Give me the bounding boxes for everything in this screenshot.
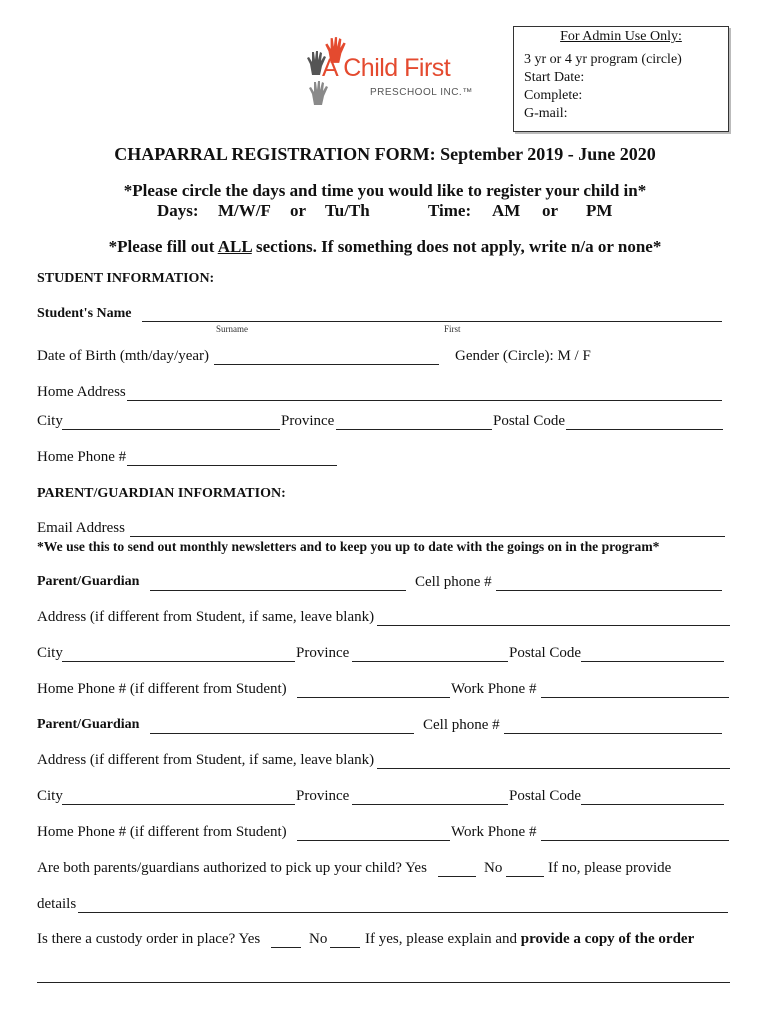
pickup-no-line bbox=[506, 876, 544, 877]
guardian1-postal-line bbox=[581, 661, 724, 662]
admin-start-date-line: Start Date: bbox=[524, 70, 585, 85]
logo-subtitle: PRESCHOOL INC.™ bbox=[370, 87, 473, 98]
guardian1-postal-label: Postal Code bbox=[509, 645, 582, 661]
guardian1-address-label: Address (if different from Student, if same, leave blank) bbox=[37, 609, 375, 625]
circle-instruction: *Please circle the days and time you would like to register your child in* bbox=[123, 181, 647, 200]
guardian2-label: Parent/Guardian bbox=[37, 717, 140, 732]
custody-yes-line bbox=[271, 947, 301, 948]
parent-section-title: PARENT/GUARDIAN INFORMATION: bbox=[37, 486, 286, 501]
guardian2-home-phone-label: Home Phone # (if different from Student) bbox=[37, 824, 287, 840]
custody-explain bbox=[365, 931, 694, 948]
pickup-yes-line bbox=[438, 876, 476, 877]
admin-program-line: 3 yr or 4 yr program (circle) bbox=[524, 52, 682, 67]
guardian2-cell-label: Cell phone # bbox=[423, 717, 500, 733]
guardian2-city-label: City bbox=[37, 788, 63, 804]
guardian2-cell-line bbox=[504, 733, 722, 734]
guardian2-work-phone-line bbox=[541, 840, 729, 841]
admin-complete-line: Complete: bbox=[524, 88, 583, 103]
student-province-field[interactable] bbox=[336, 413, 492, 429]
form-title: CHAPARRAL REGISTRATION FORM: September 2019 - June 2020 bbox=[114, 144, 656, 164]
time-option-pm[interactable]: PM bbox=[586, 201, 613, 220]
student-province-label: Province bbox=[281, 413, 335, 429]
guardian1-home-phone-field[interactable] bbox=[297, 681, 450, 697]
admin-gmail-line: G-mail: bbox=[524, 106, 568, 121]
dob-label: Date of Birth (mth/day/year) bbox=[37, 348, 210, 364]
email-field[interactable] bbox=[130, 520, 725, 536]
guardian2-cell-field[interactable] bbox=[504, 717, 722, 733]
guardian1-province-label: Province bbox=[296, 645, 350, 661]
student-city-label: City bbox=[37, 413, 63, 429]
student-home-phone-line bbox=[127, 465, 337, 466]
custody-question: Is there a custody order in place? Yes bbox=[37, 931, 261, 947]
gender-label[interactable]: Gender (Circle): M / F bbox=[455, 348, 591, 364]
admin-use-box bbox=[513, 26, 729, 132]
custody-yes-field[interactable] bbox=[271, 931, 301, 947]
guardian1-province-field[interactable] bbox=[352, 645, 508, 661]
student-home-phone-label: Home Phone # bbox=[37, 449, 127, 465]
custody-if-yes-text: If yes, please explain and bbox=[365, 931, 521, 947]
guardian2-province-line bbox=[352, 804, 508, 805]
pickup-question: Are both parents/guardians authorized to pick up your child? Yes bbox=[37, 860, 427, 876]
hand-print-icon bbox=[308, 80, 330, 106]
guardian1-home-phone-label: Home Phone # (if different from Student) bbox=[37, 681, 287, 697]
days-or: or bbox=[290, 201, 307, 220]
first-name-hint: First bbox=[444, 324, 461, 334]
guardian2-postal-label: Postal Code bbox=[509, 788, 582, 804]
fill-instruction-pre: *Please fill out bbox=[108, 237, 218, 256]
pickup-details-line bbox=[78, 912, 728, 913]
home-address-field[interactable] bbox=[127, 384, 722, 400]
fill-all-instruction bbox=[0, 237, 770, 257]
custody-no-label: No bbox=[309, 931, 328, 947]
guardian2-postal-line bbox=[581, 804, 724, 805]
guardian1-city-label: City bbox=[37, 645, 63, 661]
student-city-field[interactable] bbox=[62, 413, 280, 429]
days-label: Days: bbox=[157, 201, 199, 220]
guardian1-label: Parent/Guardian bbox=[37, 574, 140, 589]
guardian1-cell-field[interactable] bbox=[496, 574, 722, 590]
surname-hint: Surname bbox=[216, 324, 248, 334]
pickup-if-no-label: If no, please provide bbox=[548, 860, 672, 876]
student-city-line bbox=[62, 429, 280, 430]
guardian2-province-label: Province bbox=[296, 788, 350, 804]
student-name-line bbox=[142, 321, 722, 322]
time-label: Time: bbox=[428, 201, 472, 220]
guardian1-city-field[interactable] bbox=[62, 645, 295, 661]
pickup-details-field[interactable] bbox=[78, 896, 728, 912]
guardian1-cell-line bbox=[496, 590, 722, 591]
guardian1-city-line bbox=[62, 661, 295, 662]
guardian2-city-line bbox=[62, 804, 295, 805]
admin-heading: For Admin Use Only: bbox=[560, 29, 682, 44]
guardian2-home-phone-field[interactable] bbox=[297, 824, 450, 840]
student-postal-label: Postal Code bbox=[493, 413, 566, 429]
guardian1-address-field[interactable] bbox=[377, 609, 730, 625]
custody-copy-order-text: provide a copy of the order bbox=[520, 931, 695, 947]
guardian1-home-phone-line bbox=[297, 697, 450, 698]
student-section-title: STUDENT INFORMATION: bbox=[37, 271, 215, 286]
guardian1-work-phone-label: Work Phone # bbox=[451, 681, 537, 697]
guardian2-work-phone-label: Work Phone # bbox=[451, 824, 537, 840]
guardian2-name-field[interactable] bbox=[150, 717, 414, 733]
student-postal-line bbox=[566, 429, 723, 430]
guardian2-address-field[interactable] bbox=[377, 752, 730, 768]
home-address-label: Home Address bbox=[37, 384, 126, 400]
guardian1-work-phone-field[interactable] bbox=[541, 681, 729, 697]
days-option-mwf[interactable]: M/W/F bbox=[218, 201, 271, 220]
guardian2-city-field[interactable] bbox=[62, 788, 295, 804]
student-home-phone-field[interactable] bbox=[127, 449, 337, 465]
guardian2-name-line bbox=[150, 733, 414, 734]
student-postal-field[interactable] bbox=[566, 413, 723, 429]
guardian1-cell-label: Cell phone # bbox=[415, 574, 492, 590]
pickup-no-label: No bbox=[484, 860, 503, 876]
pickup-no-field[interactable] bbox=[506, 860, 544, 876]
newsletter-note: *We use this to send out monthly newsletters and to keep you up to date with the goings on in the program* bbox=[37, 539, 660, 554]
guardian2-work-phone-field[interactable] bbox=[541, 824, 729, 840]
fill-instruction-all: ALL bbox=[217, 237, 252, 256]
guardian2-address-label: Address (if different from Student, if same, leave blank) bbox=[37, 752, 375, 768]
pickup-yes-field[interactable] bbox=[438, 860, 476, 876]
guardian2-postal-field[interactable] bbox=[581, 788, 724, 804]
time-or: or bbox=[542, 201, 559, 220]
dob-line bbox=[214, 364, 439, 365]
custody-explanation-line bbox=[37, 982, 730, 983]
guardian2-province-field[interactable] bbox=[352, 788, 508, 804]
dob-field[interactable] bbox=[214, 348, 439, 364]
guardian1-name-field[interactable] bbox=[150, 574, 406, 590]
preschool-logo bbox=[300, 36, 480, 110]
fill-instruction-post: sections. If something does not apply, write n/a or none* bbox=[251, 237, 662, 256]
time-option-am[interactable]: AM bbox=[492, 201, 521, 220]
guardian2-address-line bbox=[377, 768, 730, 769]
guardian1-address-line bbox=[377, 625, 730, 626]
days-option-tuth[interactable]: Tu/Th bbox=[325, 201, 370, 220]
guardian1-postal-field[interactable] bbox=[581, 645, 724, 661]
pickup-details-label: details bbox=[37, 896, 77, 912]
email-label: Email Address bbox=[37, 520, 125, 536]
custody-explanation-field[interactable] bbox=[37, 966, 730, 982]
logo-title: A Child First bbox=[322, 54, 451, 82]
custody-no-field[interactable] bbox=[330, 931, 360, 947]
guardian1-name-line bbox=[150, 590, 406, 591]
email-line bbox=[130, 536, 725, 537]
guardian1-work-phone-line bbox=[541, 697, 729, 698]
home-address-line bbox=[127, 400, 722, 401]
student-name-field[interactable] bbox=[142, 305, 722, 321]
student-province-line bbox=[336, 429, 492, 430]
custody-no-line bbox=[330, 947, 360, 948]
student-name-label: Student's Name bbox=[37, 306, 132, 321]
guardian1-province-line bbox=[352, 661, 508, 662]
guardian2-home-phone-line bbox=[297, 840, 450, 841]
